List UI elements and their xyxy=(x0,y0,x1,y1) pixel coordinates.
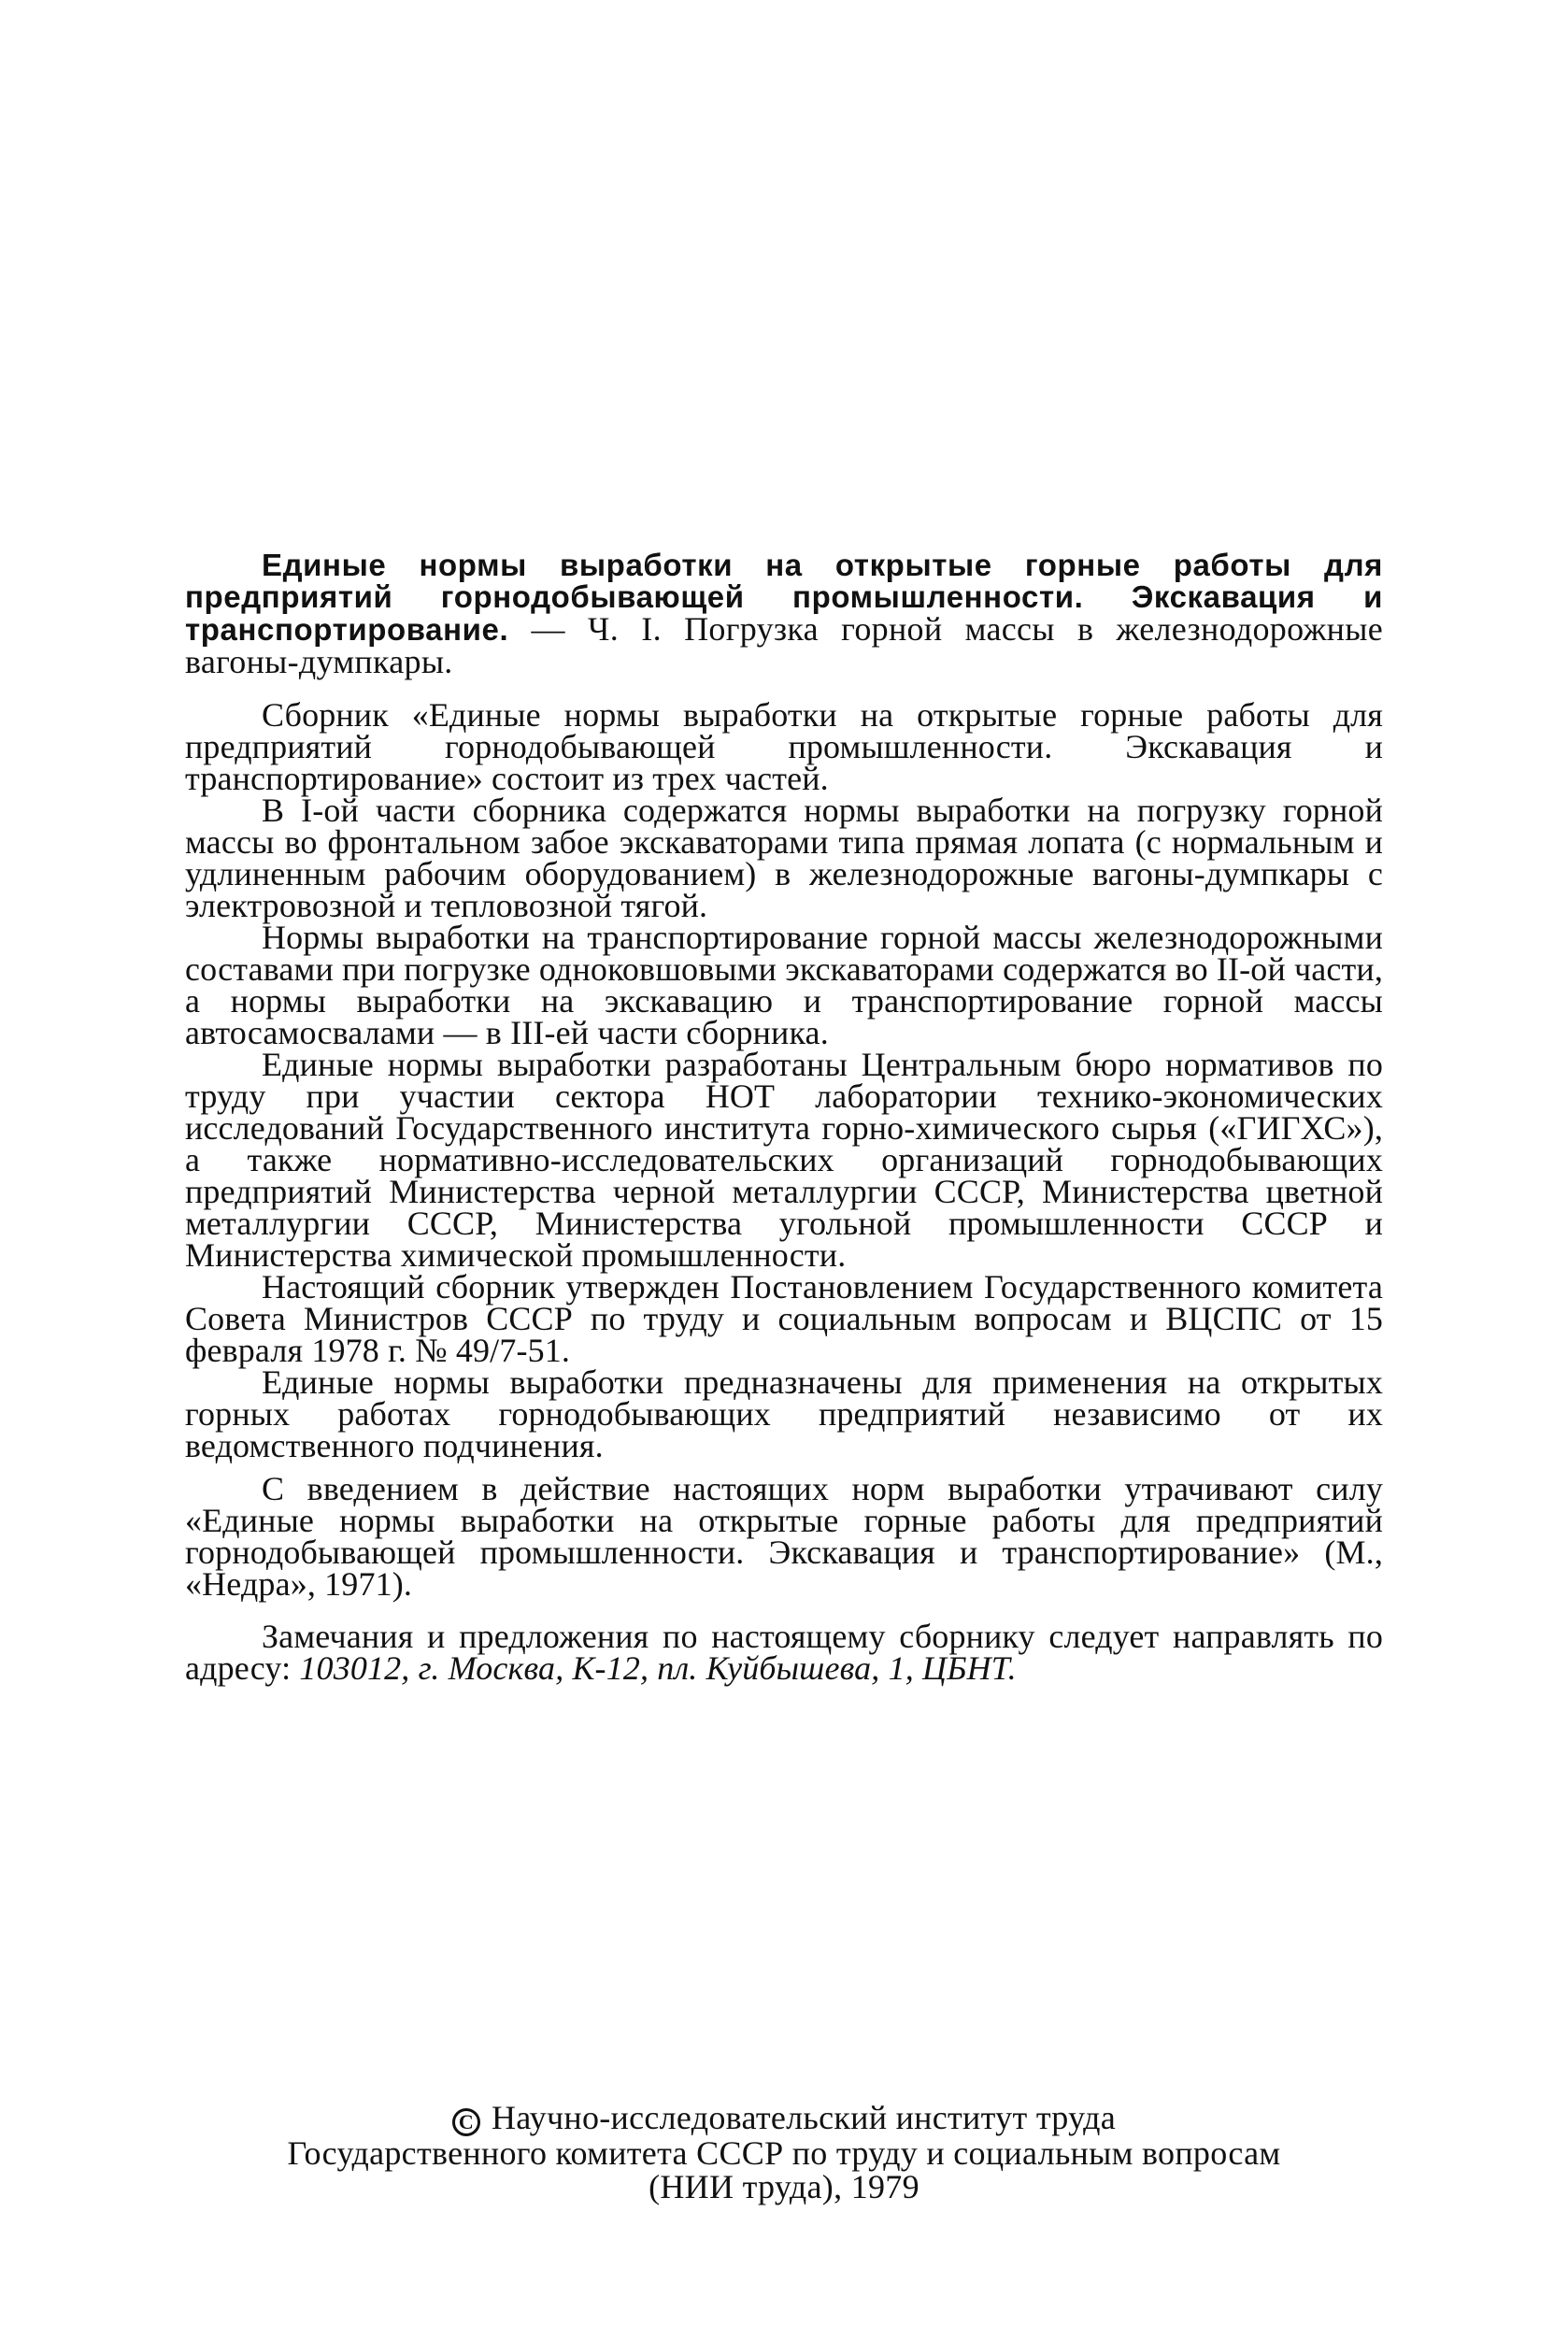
copyright-block xyxy=(185,2101,1383,2204)
paragraph-5: Настоящий сборник утвержден Постановлением Государственного комитета Совета Министров СССР по труду и социальным вопросам и ВЦСПС от 15 февраля 1978 г. № 49/7-51. xyxy=(185,1268,1383,1369)
remarks-address: 103012, г. Москва, К-12, пл. Куйбышева, 1, ЦБНТ. xyxy=(299,1649,1017,1687)
copyright-line-1 xyxy=(185,2101,1383,2136)
paragraph-2: В I-ой части сборника содержатся нормы выработки на погрузку горной массы во фронтальном забое экскаваторами типа прямая лопата (с нормальным и удлиненным рабочим оборудованием) в железнодорожные вагоны-думпкары с электровозной и тепловозной тягой. xyxy=(185,792,1383,924)
title-bold: Единые нормы выработки на открытые горные работы для предприятий горнодобывающей промышленности. Экскавация и транспортирование. xyxy=(185,548,1383,647)
paragraph-4: Единые нормы выработки разработаны Центральным бюро нормативов по труду при участии сектора НОТ лаборатории технико-экономических исследований Государственного института горно-химического сырья («ГИГХС»), а также нормативно-исследовательских организаций горнодобывающих предприятий Министерства черной металлургии СССР, Министерства цветной металлургии СССР, Министерства угольной промышленности СССР и Министерства химической промышленности. xyxy=(185,1046,1383,1274)
paragraph-7: С введением в действие настоящих норм выработки утрачивают силу «Единые нормы выработки на открытые горные работы для предприятий горнодобывающей промышленности. Экскавация и транспортирование» (М., «Недра», 1971). xyxy=(185,1470,1383,1603)
remarks-paragraph xyxy=(185,1618,1383,1687)
paragraph-6: Единые нормы выработки предназначены для применения на открытых горных работах горнодобывающих предприятий независимо от их ведомственного подчинения. xyxy=(185,1363,1383,1464)
remarks-text: Замечания и предложения по настоящему сборнику следует направлять по адресу: xyxy=(185,1618,1383,1687)
bibliographic-title xyxy=(185,549,1383,678)
paragraph-3: Нормы выработки на транспортирование горной массы железнодорожными составами при погрузке одноковшовыми экскаваторами содержатся во II-ой части, а нормы выработки на экскавацию и транспортирование горной массы автосамосвалами — в III-ей части сборника. xyxy=(185,919,1383,1051)
annotation xyxy=(185,696,1383,1687)
copyright-institute: Научно-исследовательский институт труда xyxy=(491,2099,1117,2136)
copyright-icon: C xyxy=(452,2108,480,2136)
main-content xyxy=(185,548,1383,1687)
paragraph-1: Сборник «Единые нормы выработки на открытые горные работы для предприятий горнодобывающей промышленности. Экскавация и транспортирование» состоит из трех частей. xyxy=(185,696,1383,797)
title-subtitle: — Ч. I. Погрузка горной массы в железнодорожные вагоны-думпкары. xyxy=(185,610,1383,680)
copyright-line-3: (НИИ труда), 1979 xyxy=(649,2168,919,2205)
copyright-line-2: Государственного комитета СССР по труду и социальным вопросам xyxy=(287,2134,1281,2172)
